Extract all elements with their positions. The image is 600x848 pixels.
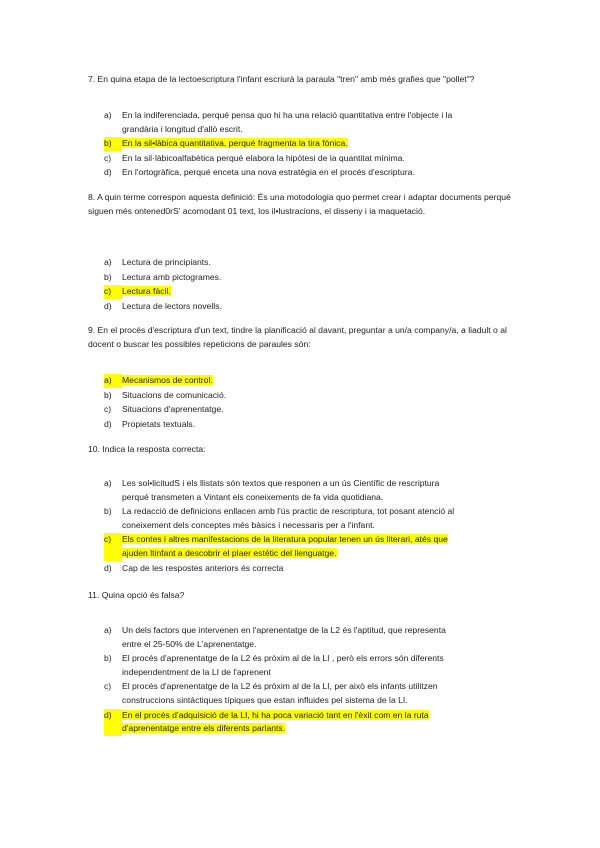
option-letter: c) (104, 404, 112, 415)
option-letter: a) (104, 478, 112, 488)
option-a (104, 374, 524, 388)
options-9 (104, 374, 524, 432)
option-d (104, 166, 524, 180)
option-text: En la sil•làbica quantitativa, perqué fragmenta la tira fònica. (122, 138, 348, 149)
option-d (104, 709, 524, 736)
option-letter: c) (104, 681, 112, 692)
option-b (104, 652, 524, 679)
option-text: Mecanismos de control. (122, 375, 213, 385)
question-9 (88, 323, 528, 351)
option-text: Lectura fàcil. (122, 286, 171, 297)
option-text: En la sil·làbicoalfabètica perqué elabora la hipòtesi de la quantitat mínima. (122, 152, 405, 163)
option-d (104, 418, 524, 432)
option-a (104, 624, 524, 651)
option-a (104, 256, 524, 270)
option-a (104, 477, 524, 504)
option-d (104, 300, 524, 314)
option-text: En la indiferenciada, perqué pensa quo hi ha una relació quantitativa entre l'objecte i la grandària i longitud d'allò escrit. (122, 110, 453, 134)
option-letter: a) (104, 374, 122, 388)
option-c (104, 680, 524, 707)
option-c (104, 403, 524, 417)
option-letter: c) (104, 533, 122, 560)
option-letter: d) (104, 562, 112, 573)
option-text: En l'ortogràfica, perqué enceta una nova estratègia en el procés d'escriptura. (122, 167, 415, 178)
question-8 (88, 190, 528, 218)
option-letter: d) (104, 709, 122, 736)
option-letter: d) (104, 418, 112, 429)
option-text: Propietats textuals. (122, 418, 196, 429)
question-text: 9. En el procés d'escriptura d'un text, tindre la planificació al davant, preguntar a un/a company/a, a liadult o al docent o buscar les possibles repeticions de paraules són: (88, 325, 507, 349)
options-11 (104, 624, 524, 737)
options-8 (104, 256, 524, 314)
option-text: El procés d'aprenentatge de la L2 és pròxim al de la LI, per això els infants utilitzen construccions sintàctiques típiques que estan influides pel sistema de la LI. (122, 681, 438, 705)
option-text: El procés d'aprenentatge de la L2 és pròxim al de la LI , però els errors són diferents independentment de la LI de l'aprenent (122, 653, 444, 677)
option-text: Situacions de comunicació. (122, 389, 227, 400)
option-b (104, 137, 524, 151)
option-text: Els contes i altres manifestacions de la literatura popular tenen un ús literari, atés que ajuden ltinfant a descobrir el plaer estétic del llenguatge. (122, 534, 448, 558)
option-letter: a) (104, 257, 112, 267)
option-letter: c) (104, 152, 112, 163)
option-text: Les sol•licitudS i els llistats són textos que responen a un ús Científic de rescriptura perqué transmeten a Vintant els coneixements de fa vida quotidiana. (122, 478, 440, 502)
option-letter: b) (104, 506, 112, 517)
option-letter: b) (104, 653, 112, 664)
option-letter: d) (104, 300, 112, 311)
option-c (104, 533, 524, 560)
option-b (104, 271, 524, 285)
option-letter: a) (104, 625, 112, 635)
option-text: Un dels factors que intervenen en l'aprenentatge de la L2 és l'aptitud, que representa entre el 25-50% de L'aprenentatge. (122, 625, 446, 649)
option-letter: a) (104, 110, 112, 120)
option-b (104, 505, 524, 532)
option-text: Lectura de principiants. (122, 257, 211, 267)
option-text: La redacció de definicions enllacen amb l'ús practic de rescriptura, tot posant atenció al coneixement dels conceptes més bàsics i necessaris per a l'infant. (122, 506, 455, 530)
question-text: 11. Quina opció és falsa? (88, 590, 185, 600)
option-text: Cap de les respostes anteriors és correcta (122, 562, 284, 573)
option-text: Lectura amb pictogrames. (122, 271, 222, 282)
question-11 (88, 588, 528, 602)
question-10 (88, 442, 528, 456)
option-text: Lectura de lectors novells. (122, 300, 222, 311)
option-letter: c) (104, 285, 122, 299)
options-10 (104, 477, 524, 576)
question-text: 10. Indica la resposta correcta: (88, 444, 206, 454)
option-text: Situacions d'aprenentatge. (122, 404, 224, 415)
question-text: 7. En quina etapa de la lectoescriptura l'infant escriurà la paraula "tren" amb més grafies que "pollet"? (88, 74, 475, 84)
option-a (104, 109, 524, 136)
option-letter: b) (104, 389, 112, 400)
question-7 (88, 72, 528, 86)
option-b (104, 389, 524, 403)
option-letter: b) (104, 137, 122, 151)
option-letter: d) (104, 167, 112, 178)
option-c (104, 152, 524, 166)
option-letter: b) (104, 271, 112, 282)
question-text: 8. A quin terme correspon aquesta definició: És una motodologia quo permet crear i adaptar documents perqué siguen més ontened0rS' acomodant 01 text, los il•lustracions, el disseny i ia maquetació. (88, 192, 511, 216)
option-d (104, 562, 524, 576)
option-text: En el procés d'adquisició de la LI, hi ha poca variació tant en l'èxit com en la ruta d'aprenentatge entre els diferents parlants. (122, 709, 429, 734)
option-c (104, 285, 524, 299)
options-7 (104, 109, 524, 181)
